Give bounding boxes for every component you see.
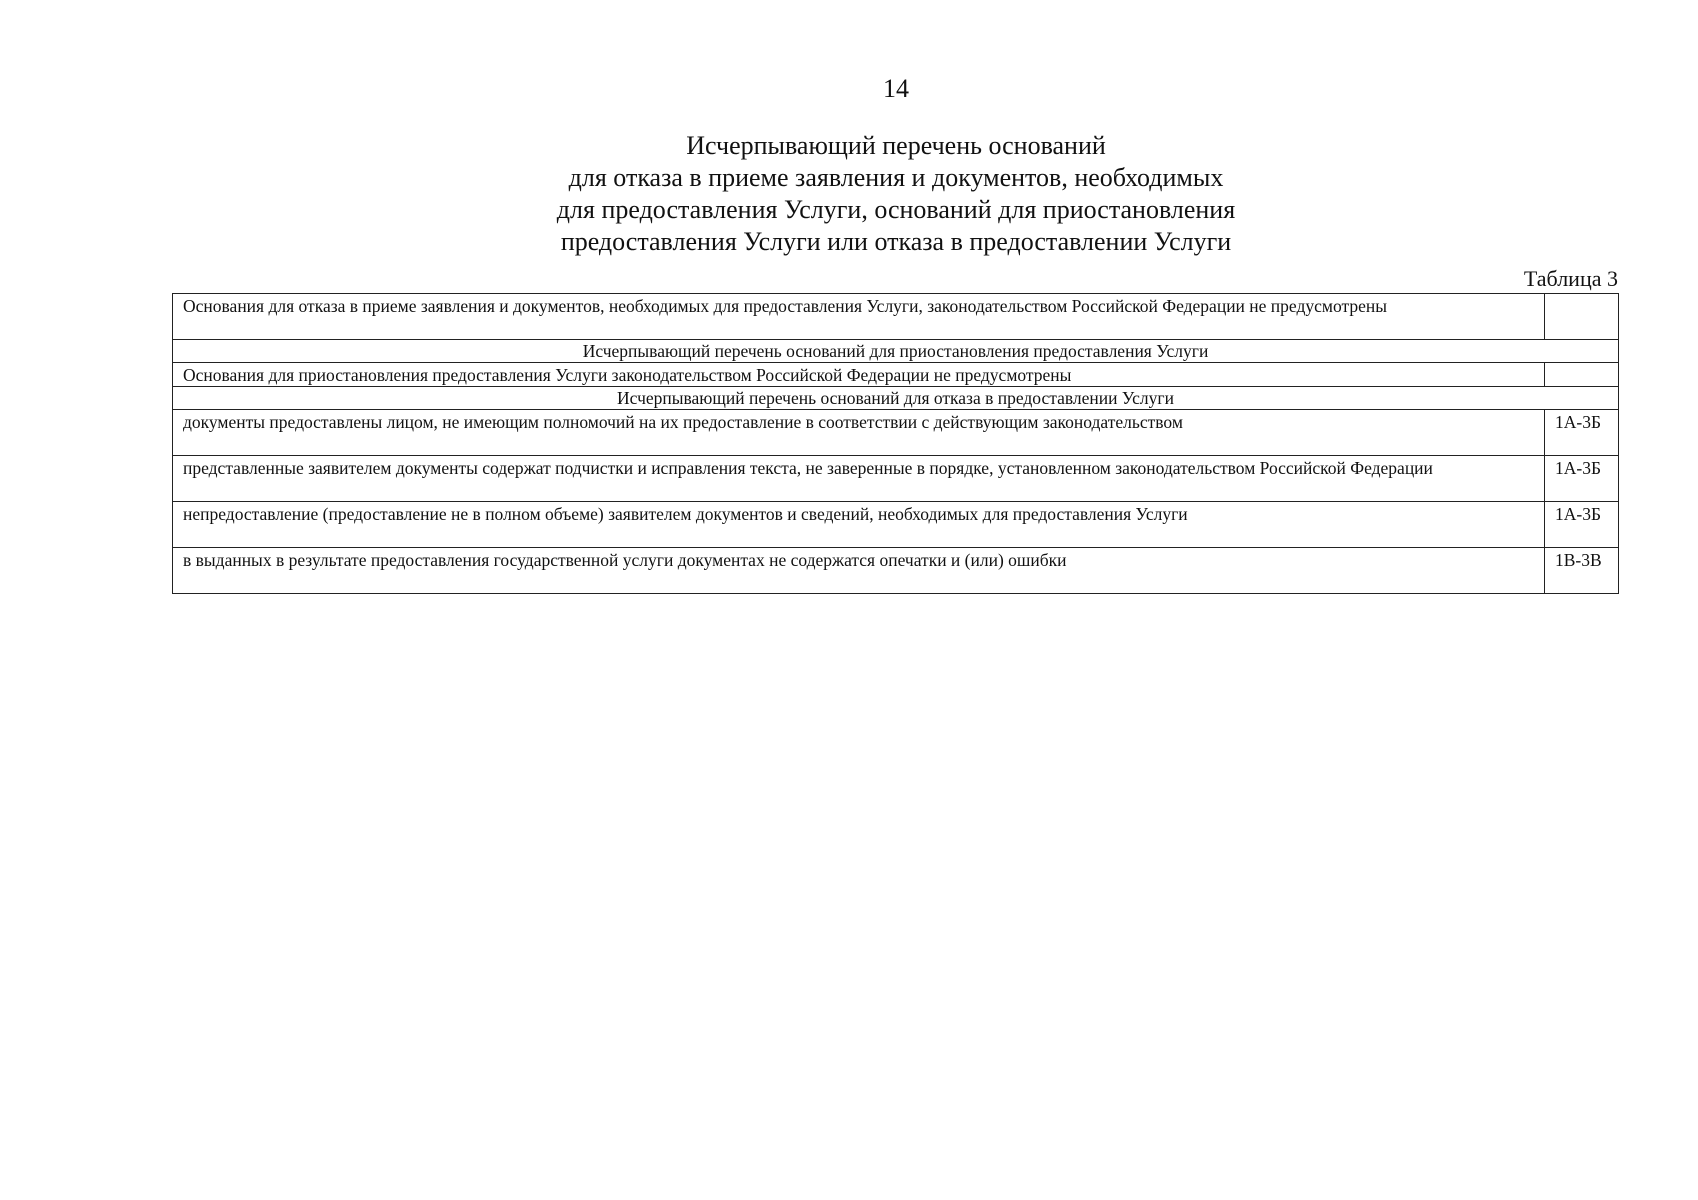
ground-code: 1А-3Б: [1545, 502, 1619, 548]
ground-code: 1А-3Б: [1545, 410, 1619, 456]
table-row: [173, 363, 1619, 387]
title-line: для предоставления Услуги, оснований для приостановления: [556, 195, 1236, 224]
ground-text: представленные заявителем документы содержат подчистки и исправления текста, не заверенные в порядке, установленном законодательством Российской Федерации: [173, 456, 1545, 502]
table-caption: Таблица 3: [1523, 266, 1618, 291]
section-row: [173, 387, 1619, 410]
section-row: [173, 340, 1619, 363]
title-line: Исчерпывающий перечень оснований: [686, 131, 1106, 160]
ground-text: непредоставление (предоставление не в полном объеме) заявителем документов и сведений, необходимых для предоставления Услуги: [173, 502, 1545, 548]
ground-code: [1545, 294, 1619, 340]
ground-text: в выданных в результате предоставления государственной услуги документах не содержатся опечатки и (или) ошибки: [173, 548, 1545, 594]
page-number: 14: [883, 74, 909, 103]
ground-text: документы предоставлены лицом, не имеющим полномочий на их предоставление в соответствии с действующим законодательством: [173, 410, 1545, 456]
ground-text: Основания для отказа в приеме заявления и документов, необходимых для предоставления Услуги, законодательством Российской Федерации не предусмотрены: [173, 294, 1545, 340]
table-row: [173, 456, 1619, 502]
ground-code: 1В-3В: [1545, 548, 1619, 594]
ground-text: Основания для приостановления предоставления Услуги законодательством Российской Федерации не предусмотрены: [173, 363, 1545, 387]
table-row: [173, 294, 1619, 340]
section-heading: Исчерпывающий перечень оснований для отказа в предоставлении Услуги: [173, 387, 1619, 410]
ground-code: [1545, 363, 1619, 387]
grounds-table: [172, 293, 1619, 594]
table-row: [173, 410, 1619, 456]
section-heading: Исчерпывающий перечень оснований для приостановления предоставления Услуги: [173, 340, 1619, 363]
document-title: [0, 130, 1698, 258]
title-line: предоставления Услуги или отказа в предоставлении Услуги: [560, 227, 1232, 256]
title-line: для отказа в приеме заявления и документов, необходимых: [568, 163, 1224, 192]
table-row: [173, 548, 1619, 594]
ground-code: 1А-3Б: [1545, 456, 1619, 502]
table-row: [173, 502, 1619, 548]
